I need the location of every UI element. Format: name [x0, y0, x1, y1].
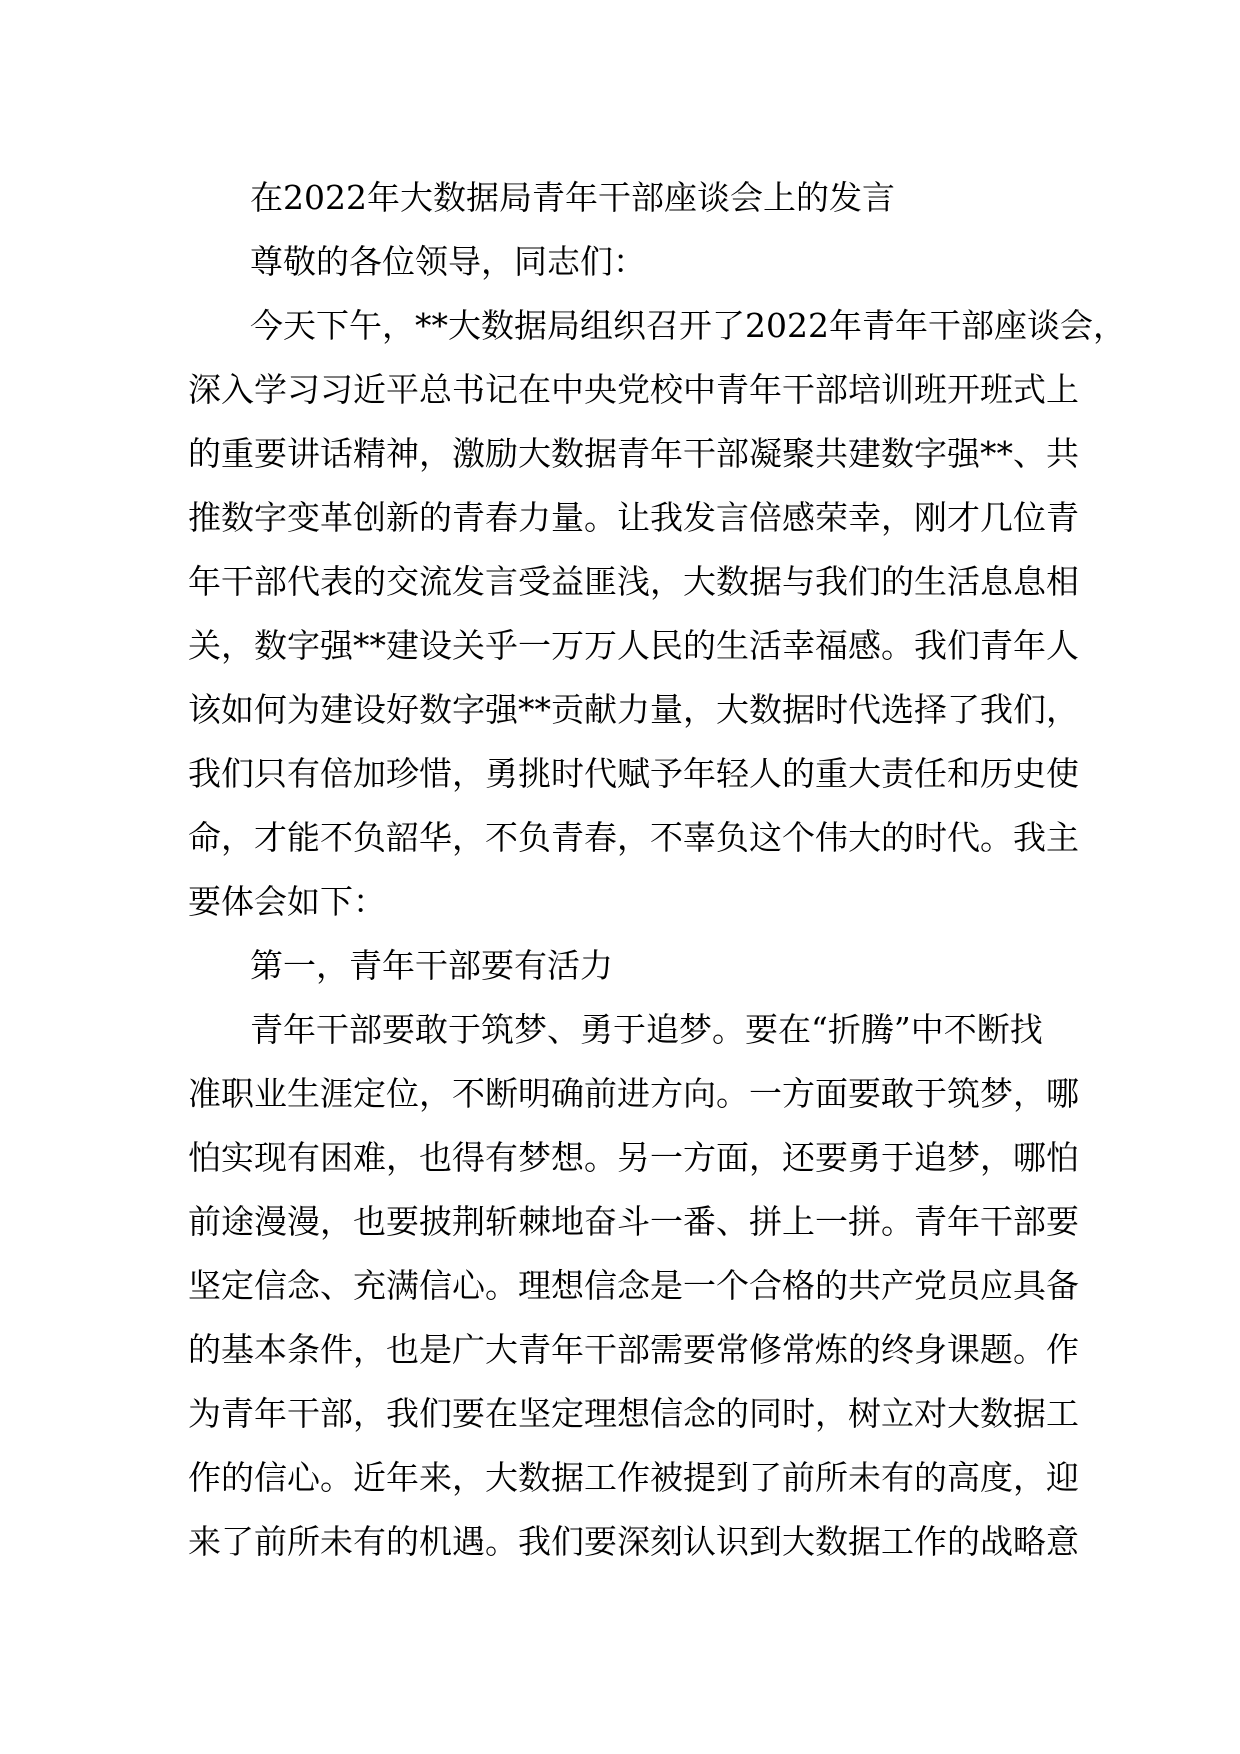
paragraph-line: 年干部代表的交流发言受益匪浅，大数据与我们的生活息息相 [188, 562, 1079, 601]
paragraph-line: 命，才能不负韶华，不负青春，不辜负这个伟大的时代。我主 [188, 818, 1079, 857]
paragraph-2 [188, 998, 1079, 1574]
paragraph-line: 的基本条件，也是广大青年干部需要常修常炼的终身课题。作 [188, 1330, 1079, 1369]
paragraph-line: 青年干部要敢于筑梦、勇于追梦。要在“折腾”中不断找 [250, 1010, 1043, 1049]
paragraph-line: 来了前所未有的机遇。我们要深刻认识到大数据工作的战略意 [188, 1522, 1079, 1561]
paragraph-line: 怕实现有困难，也得有梦想。另一方面，还要勇于追梦，哪怕 [188, 1138, 1079, 1177]
paragraph-line: 今天下午，**大数据局组织召开了2022年青年干部座谈会， [250, 306, 1126, 345]
paragraph-line: 坚定信念、充满信心。理想信念是一个合格的共产党员应具备 [188, 1266, 1079, 1305]
paragraph-line: 准职业生涯定位，不断明确前进方向。一方面要敢于筑梦，哪 [188, 1074, 1079, 1113]
section-heading: 第一，青年干部要有活力 [250, 946, 613, 985]
paragraph-line: 我们只有倍加珍惜，勇挑时代赋予年轻人的重大责任和历史使 [188, 754, 1079, 793]
paragraph-line: 前途漫漫，也要披荆斩棘地奋斗一番、拼上一拼。青年干部要 [188, 1202, 1079, 1241]
document-body [188, 166, 1126, 1574]
paragraph-line: 关，数字强**建设关乎一万万人民的生活幸福感。我们青年人 [188, 626, 1079, 665]
paragraph-line: 的重要讲话精神，激励大数据青年干部凝聚共建数字强**、共 [188, 434, 1079, 473]
paragraph-line: 深入学习习近平总书记在中央党校中青年干部培训班开班式上 [188, 370, 1079, 409]
paragraph-1 [188, 294, 1126, 934]
document-title: 在2022年大数据局青年干部座谈会上的发言 [250, 178, 895, 217]
paragraph-line: 该如何为建设好数字强**贡献力量，大数据时代选择了我们， [188, 690, 1079, 729]
paragraph-line: 要体会如下： [188, 882, 386, 921]
paragraph-line: 为青年干部，我们要在坚定理想信念的同时，树立对大数据工 [188, 1394, 1079, 1433]
paragraph-line: 推数字变革创新的青春力量。让我发言倍感荣幸，刚才几位青 [188, 498, 1079, 537]
paragraph-line: 作的信心。近年来，大数据工作被提到了前所未有的高度，迎 [188, 1458, 1079, 1497]
salutation: 尊敬的各位领导，同志们： [250, 242, 646, 281]
